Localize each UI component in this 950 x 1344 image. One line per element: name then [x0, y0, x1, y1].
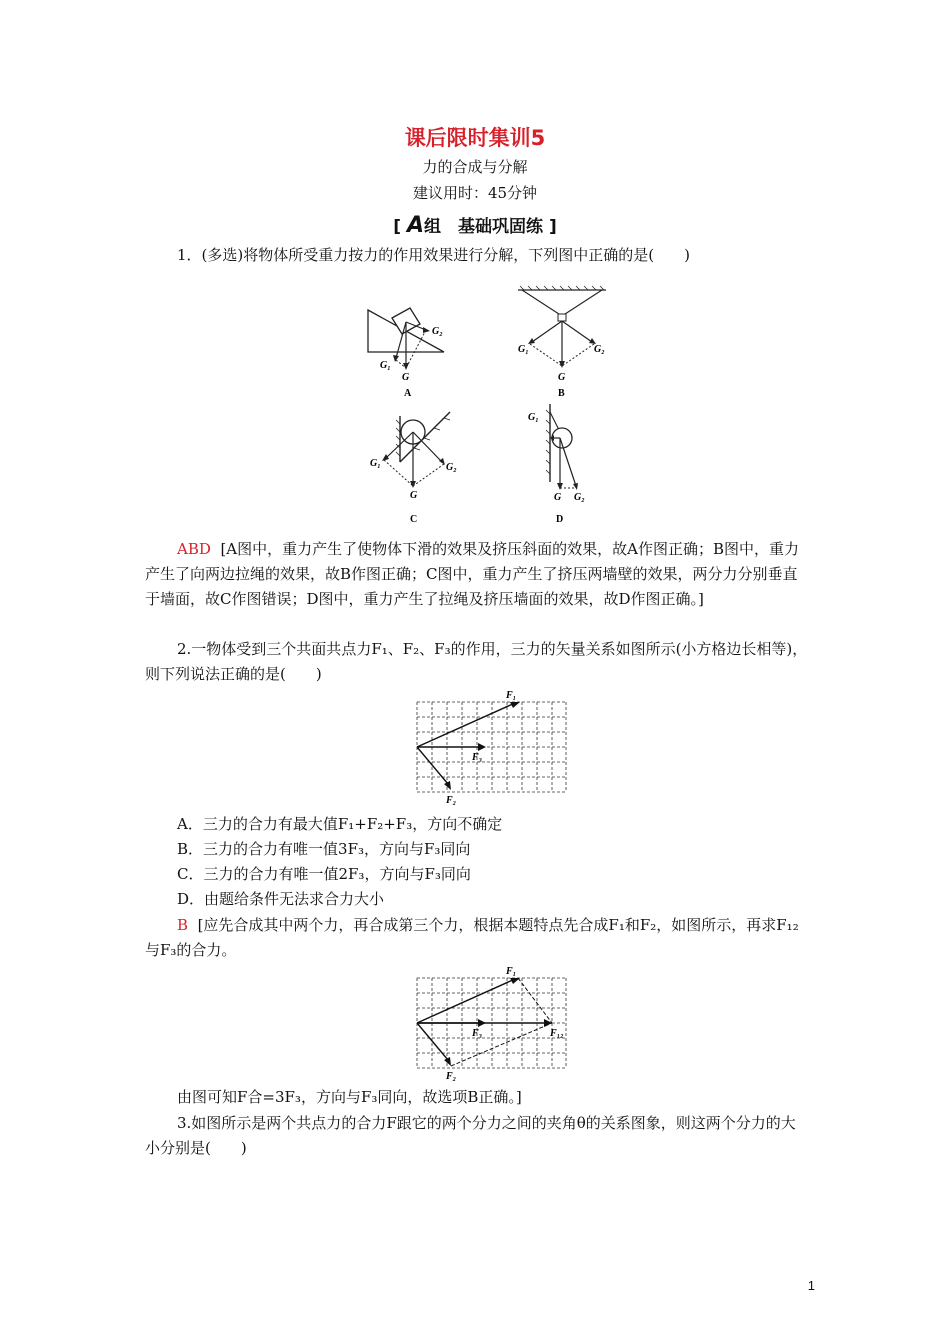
page-number: 1: [807, 1278, 815, 1293]
group-bracket-right: ]: [548, 217, 557, 237]
label-g: G: [554, 492, 562, 503]
label-g1: G₁: [370, 458, 381, 469]
label-f12: F₁₂: [550, 1028, 564, 1039]
label-g1: G₁: [528, 412, 539, 423]
q2-answer-key: B: [177, 916, 189, 934]
caption-a: A: [404, 388, 412, 399]
q1-figure-a: [360, 300, 460, 400]
caption-b: B: [558, 388, 565, 399]
q1-answer-key: ABD: [177, 540, 211, 558]
label-g1: G₁: [380, 360, 391, 371]
label-g1: G₁: [518, 344, 529, 355]
label-g: G: [558, 372, 566, 383]
label-f1: F₁: [506, 690, 517, 701]
group-heading: [0, 212, 950, 238]
q2-option-a[interactable]: A．三力的合力有最大值F₁+F₂+F₃，方向不确定: [177, 815, 503, 833]
group-bracket-left: [: [393, 217, 402, 237]
label-f3: F₃: [472, 1028, 483, 1039]
caption-c: C: [410, 514, 418, 525]
section-subtitle: 力的合成与分解: [422, 158, 528, 176]
q1-figure-b: [512, 284, 612, 400]
label-g: G: [410, 490, 418, 501]
q1-explanation: [A图中，重力产生了使物体下滑的效果及挤压斜面的效果，故A作图正确；B图中，重力产生了向两边拉绳的效果，故B作图正确；C图中，重力产生了挤压两墙壁的效果，两分力分别垂直于墙面，故C作图错误；D图中，重力产生了拉绳及挤压墙面的效果，故D作图正确。]: [145, 540, 799, 608]
q1-figure-d: [520, 402, 610, 528]
q2-options: [145, 812, 810, 912]
q2-option-b[interactable]: B．三力的合力有唯一值3F₃，方向与F₃同向: [177, 840, 471, 858]
group-letter: A: [406, 213, 425, 238]
group-label: 组 基础巩固练: [424, 217, 544, 237]
q2-answer: [145, 913, 810, 963]
label-f1: F₁: [506, 966, 517, 977]
q2-option-d[interactable]: D．由题给条件无法求合力大小: [177, 890, 385, 908]
q1-answer: [145, 537, 810, 612]
q2-solution-grid: [412, 962, 582, 1082]
q1-figure-c: [368, 402, 468, 528]
q2-vector-grid: [412, 686, 572, 806]
label-f2: F₂: [446, 795, 457, 806]
label-f2: F₂: [446, 1071, 457, 1082]
q2-stem: 2.一物体受到三个共面共点力F₁、F₂、F₃的作用，三力的矢量关系如图所示(小方格边长相等)，则下列说法正确的是( ): [145, 640, 808, 683]
label-g2: G₂: [446, 462, 457, 473]
label-g2: G₂: [574, 492, 585, 503]
label-f3: F₃: [472, 752, 483, 763]
label-g2: G₂: [594, 344, 605, 355]
label-g: G: [402, 372, 410, 383]
time-hint: 建议用时：45分钟: [412, 184, 538, 202]
q2-conclusion: 由图可知F合=3F₃，方向与F₃同向，故选项B正确。]: [177, 1088, 522, 1106]
page-title: 课后限时集训5: [404, 126, 546, 150]
caption-d: D: [556, 514, 564, 525]
q1-stem: 1．(多选)将物体所受重力按力的作用效果进行分解，下列图中正确的是( ): [177, 246, 690, 264]
q2-explanation: [应先合成其中两个力，再合成第三个力，根据本题特点先合成F₁和F₂，如图所示，再求F₁₂与F₃的合力。: [145, 916, 799, 959]
q2-option-c[interactable]: C．三力的合力有唯一值2F₃，方向与F₃同向: [177, 865, 471, 883]
label-g2: G₂: [432, 326, 443, 337]
q3-stem: 3.如图所示是两个共点力的合力F跟它的两个分力之间的夹角θ的关系图象，则这两个分力的大小分别是( ): [145, 1114, 796, 1157]
